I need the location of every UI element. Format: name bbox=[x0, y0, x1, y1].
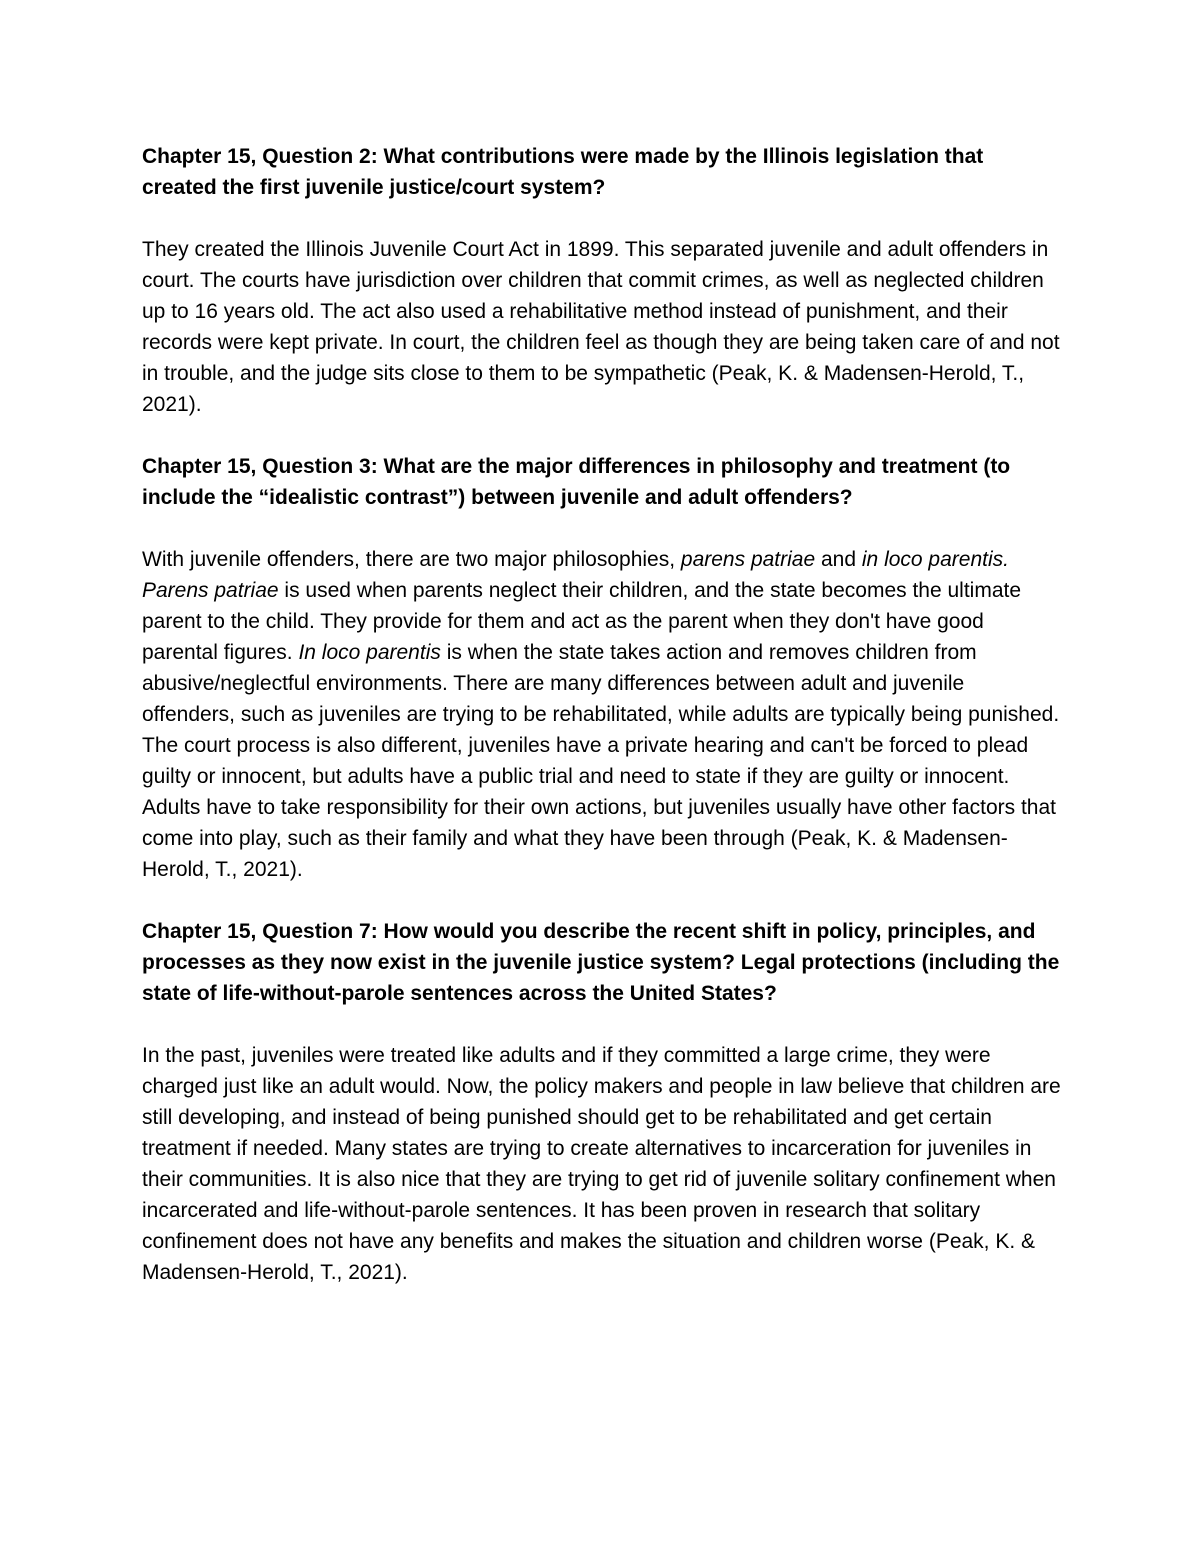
answer-text: and bbox=[815, 548, 862, 571]
question-heading: Chapter 15, Question 3: What are the major differences in philosophy and treatment (to include the “idealistic contrast”) between juvenile and adult offenders? bbox=[142, 455, 1011, 509]
question-heading: Chapter 15, Question 7: How would you describe the recent shift in policy, principles, and processes as they now exist in the juvenile justice system? Legal protections (including the state of life-without-parole sentences across the United States? bbox=[142, 920, 1060, 1005]
italic-term: In loco parentis bbox=[298, 641, 441, 664]
answer-paragraph: In the past, juveniles were treated like adults and if they committed a large crime, they were charged just like an adult would. Now, the policy makers and people in law believe that children are still developing, and instead of being punished should get to be rehabilitated and get certain treatment if needed. Many states are trying to create alternatives to incarceration for juveniles in their communities. It is also nice that they are trying to get rid of juvenile solitary confinement when incarcerated and life-without-parole sentences. It has been proven in research that solitary confinement does not have any benefits and makes the situation and children worse (Peak, K. & Madensen-Herold, T., 2021). bbox=[142, 1044, 1061, 1284]
answer-paragraph: They created the Illinois Juvenile Court Act in 1899. This separated juvenile and adult offenders in court. The courts have jurisdiction over children that commit crimes, as well as neglected children up to 16 years old. The act also used a rehabilitative method instead of punishment, and their records were kept private. In court, the children feel as though they are being taken care of and not in trouble, and the judge sits close to them to be sympathetic (Peak, K. & Madensen-Herold, T., 2021). bbox=[142, 238, 1060, 416]
italic-term: parens patriae bbox=[680, 548, 816, 571]
answer-text: With juvenile offenders, there are two major philosophies, bbox=[142, 548, 681, 571]
answer-paragraph bbox=[142, 544, 1062, 885]
question-heading: Chapter 15, Question 2: What contributions were made by the Illinois legislation that created the first juvenile justice/court system? bbox=[142, 145, 984, 199]
answer-text: is when the state takes action and removes children from abusive/neglectful environments. There are many differences between adult and juvenile offenders, such as juveniles are trying to be rehabilitated, while adults are typically being punished. The court process is also different, juveniles have a private hearing and can't be forced to plead guilty or innocent, but adults have a public trial and need to state if they are guilty or innocent. Adults have to take responsibility for their own actions, but juveniles usually have other factors that come into play, such as their family and what they have been through (Peak, K. & Madensen-Herold, T., 2021). bbox=[142, 641, 1060, 881]
document-page bbox=[142, 141, 1062, 1319]
italic-term: in loco parentis. Parens patriae bbox=[142, 548, 1009, 602]
answer-text: is used when parents neglect their children, and the state becomes the ultimate parent to the child. They provide for them and act as the parent when they don't have good parental figures. bbox=[142, 579, 1022, 664]
